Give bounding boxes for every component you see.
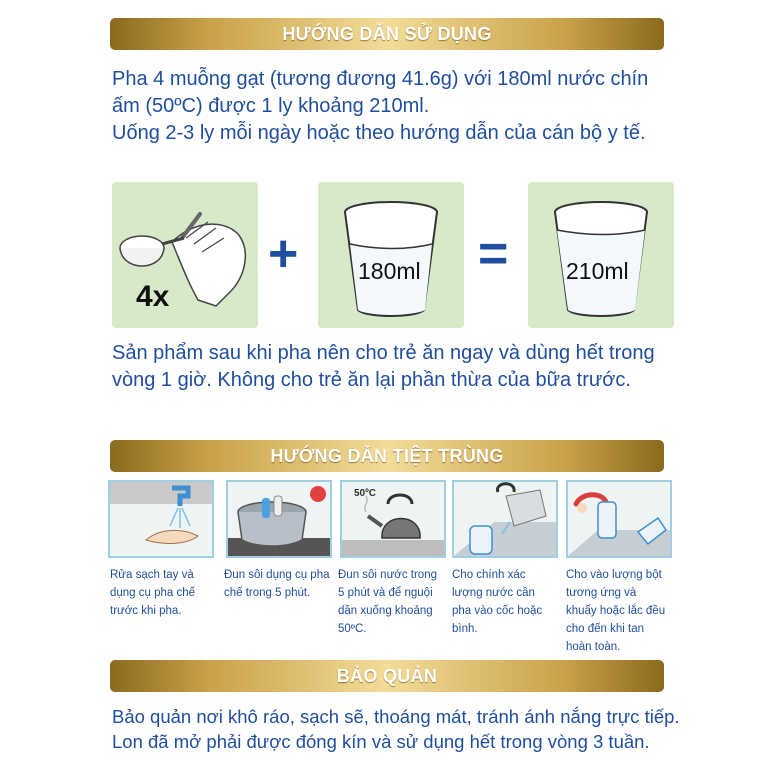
result-tile — [528, 182, 674, 328]
step-2-image — [226, 480, 332, 558]
usage-paragraph-2: Uống 2-3 ly mỗi ngày hoặc theo hướng dẫn của cán bộ y tế. — [112, 122, 646, 144]
storage-text: Bảo quản nơi khô ráo, sạch sẽ, thoáng mát, tránh ánh nắng trực tiếp. Lon đã mở phải được đóng kín và sử dụng hết trong vòng 3 tuần. — [112, 706, 680, 752]
result-cup-icon — [528, 182, 674, 328]
water-amount-label: 180ml — [358, 258, 421, 284]
scoop-hand-icon — [112, 182, 258, 328]
scoop-count-label: 4x — [136, 280, 170, 313]
scoop-tile — [112, 182, 258, 328]
hand-washing-icon — [110, 482, 212, 556]
storage-banner — [110, 660, 664, 692]
equals-sign: = — [478, 225, 509, 283]
usage-paragraph-1: Pha 4 muỗng gạt (tương đương 41.6g) với 180ml nước chín ấm (50ºC) được 1 ly khoảng 210ml. — [112, 68, 649, 117]
step-2-caption: Đun sôi dụng cụ pha chế trong 5 phút. — [224, 569, 330, 599]
step-1-caption: Rửa sạch tay và dụng cụ pha chế trước khi pha. — [110, 569, 196, 617]
step-3-image — [340, 480, 446, 558]
water-tile — [318, 182, 464, 328]
result-amount-label: 210ml — [566, 258, 629, 284]
temperature-label: 50ºC — [354, 488, 376, 499]
step-4-image — [452, 480, 558, 558]
usage-title: HƯỚNG DẪN SỬ DỤNG — [282, 23, 492, 44]
sterilize-title: HƯỚNG DẪN TIỆT TRÙNG — [270, 445, 504, 466]
step-5-caption: Cho vào lượng bột tương ứng và khuấy hoặc lắc đều cho đến khi tan hoàn toàn. — [566, 569, 666, 653]
storage-title: BẢO QUẢN — [336, 665, 438, 686]
step-5-image — [566, 480, 672, 558]
usage-note: Sản phẩm sau khi pha nên cho trẻ ăn ngay và dùng hết trong vòng 1 giờ. Không cho trẻ ăn lại phần thừa của bữa trước. — [112, 342, 655, 391]
plus-sign: + — [268, 225, 299, 283]
step-1-image — [108, 480, 214, 558]
usage-banner — [110, 18, 664, 50]
water-cup-icon — [318, 182, 464, 328]
boiling-pot-icon — [228, 482, 330, 556]
step-3-caption: Đun sôi nước trong 5 phút và để nguội dần xuống khoảng 50ºC. — [338, 569, 437, 635]
step-4-caption: Cho chính xác lượng nước cần pha vào cốc hoặc bình. — [452, 569, 543, 635]
pour-water-icon — [454, 482, 556, 556]
add-powder-icon — [568, 482, 670, 556]
sterilize-banner — [110, 440, 664, 472]
